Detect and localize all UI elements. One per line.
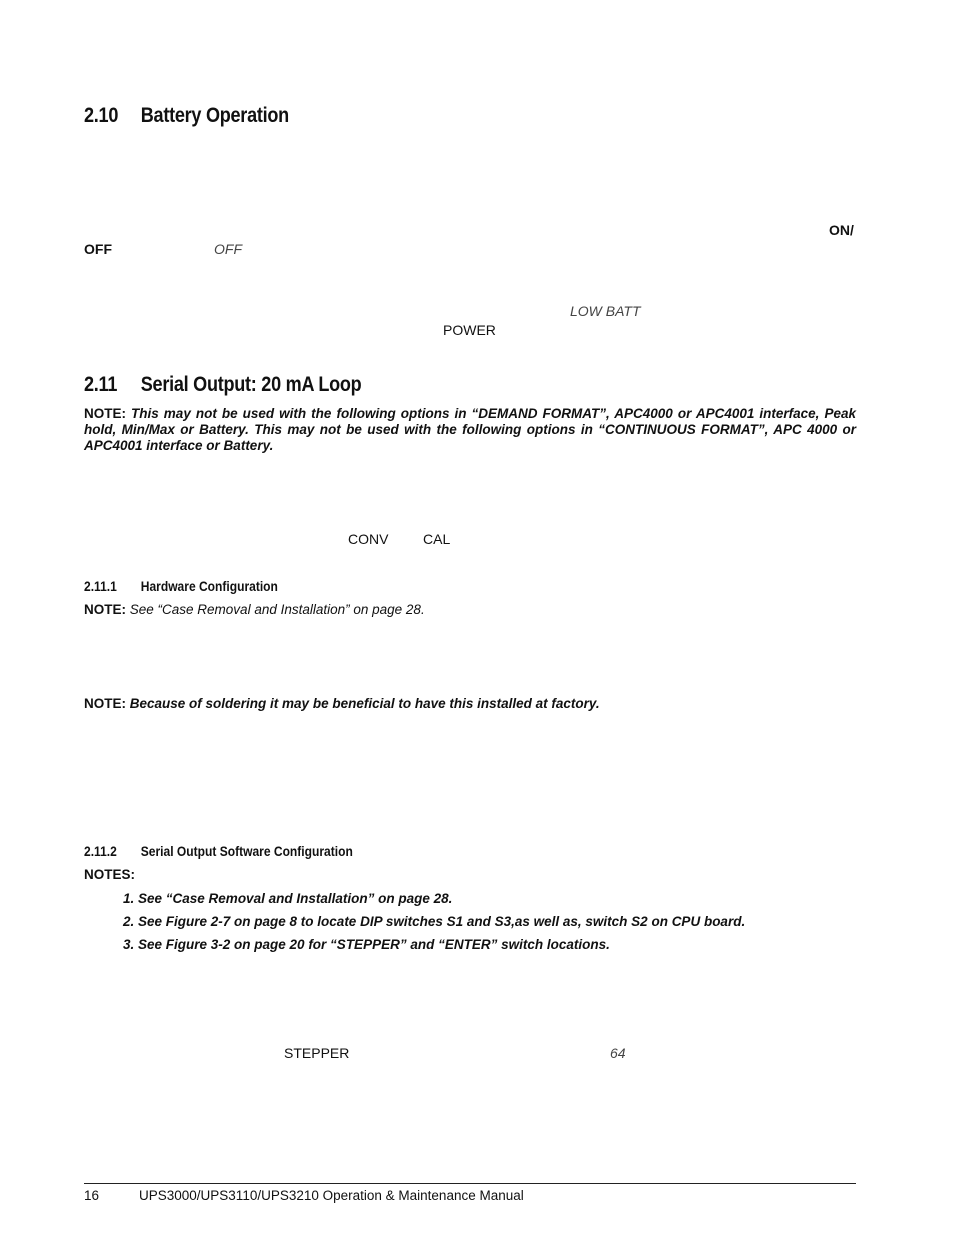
note-label: NOTE:	[84, 696, 126, 711]
notes-label: NOTES:	[84, 867, 136, 882]
note-soldering	[84, 696, 856, 712]
section-number: 2.10	[84, 104, 119, 127]
section-number: 2.11.1	[84, 578, 117, 594]
section-title: Hardware Configuration	[140, 578, 278, 594]
keyword-off: OFF	[84, 241, 112, 257]
section-title: Battery Operation	[140, 104, 289, 127]
note-text: Because of soldering it may be beneficial to have this installed at factory.	[129, 696, 600, 711]
footer-rule	[84, 1183, 856, 1184]
note-label: NOTE:	[84, 602, 126, 617]
section-number: 2.11.2	[84, 843, 117, 859]
keyword-off-italic: OFF	[214, 241, 242, 257]
section-2-11-heading	[84, 373, 361, 397]
section-2-10-heading	[84, 104, 289, 128]
value-64: 64	[610, 1045, 626, 1061]
keyword-low-batt: LOW BATT	[570, 303, 641, 319]
section-2-11-1-heading	[84, 578, 278, 594]
section-title: Serial Output: 20 mA Loop	[140, 373, 362, 396]
footer-title: UPS3000/UPS3110/UPS3210 Operation & Maintenance Manual	[139, 1188, 524, 1203]
list-item: 3. See Figure 3-2 on page 20 for “STEPPER” and “ENTER” switch locations.	[123, 937, 610, 952]
note-text: See “Case Removal and Installation” on page 28.	[129, 602, 425, 617]
note-case-removal	[84, 602, 856, 618]
note-label: NOTE:	[84, 406, 126, 421]
list-item: 1. See “Case Removal and Installation” on page 28.	[123, 891, 453, 906]
section-number: 2.11	[84, 373, 118, 396]
keyword-on: ON/	[829, 222, 854, 238]
keyword-stepper: STEPPER	[284, 1045, 350, 1061]
list-item: 2. See Figure 2-7 on page 8 to locate DIP switches S1 and S3,as well as, switch S2 on CPU board.	[123, 914, 746, 929]
keyword-power: POWER	[443, 322, 496, 338]
note-text: This may not be used with the following options in “DEMAND FORMAT”, APC4000 or APC4001 interface, Peak hold, Min/Max or Battery. This may not be used with the following options in “CONTINUOUS FORMAT”, APC 4000 or APC4001 interface or Battery.	[84, 406, 856, 453]
section-title: Serial Output Software Configuration	[140, 843, 353, 859]
keyword-cal: CAL	[423, 531, 451, 547]
section-2-11-2-heading	[84, 843, 353, 859]
page-number: 16	[84, 1188, 100, 1203]
keyword-conv: CONV	[348, 531, 389, 547]
note-options	[84, 406, 856, 454]
